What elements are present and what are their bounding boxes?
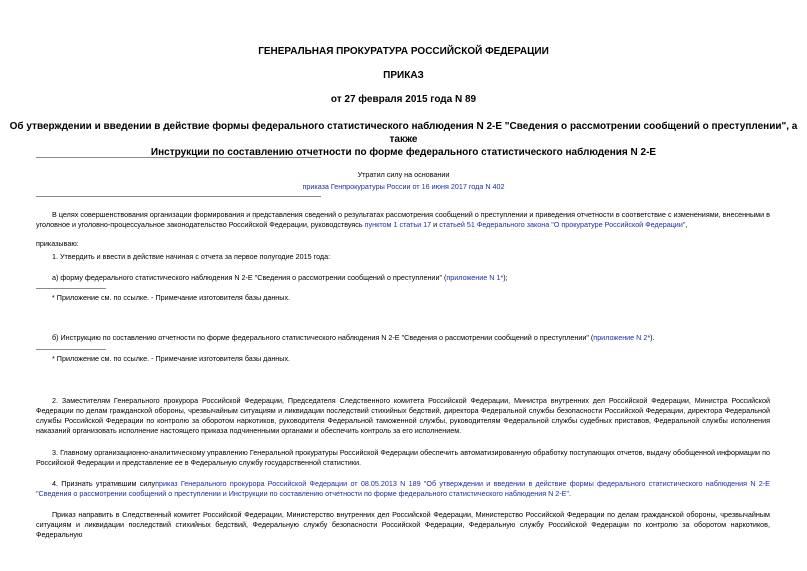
repeal-notice-text: Утратил силу на основании <box>357 170 450 179</box>
item-1b-end: ). <box>650 333 655 342</box>
appendix-2-link[interactable]: приложение N 2* <box>593 333 651 342</box>
item-4 <box>36 479 770 499</box>
prikazyvayu: приказываю: <box>36 239 79 248</box>
repeal-order-link[interactable]: приказа Генпрокуратуры России от 16 июня 2017 года N 402 <box>302 182 505 192</box>
appendix-1-link[interactable]: приложение N 1* <box>446 273 504 282</box>
footnote-1: * Приложение см. по ссылке. - Примечание изготовителя базы данных. <box>52 293 291 302</box>
footnote-2: * Приложение см. по ссылке. - Примечание изготовителя базы данных. <box>52 354 291 363</box>
repealed-order-link[interactable]: приказ Генерального прокурора Российской Федерации от 08.05.2013 N 189 "Об утверждении и введении в действие формы федерального статистического наблюдения N 2-Е "Сведения о рассмотрении сообщений о преступлении и Инструкции по составлению отчетности по форме федерального статистического наблюдения N 2-Е" <box>36 479 770 498</box>
item-1b-text: б) Инструкцию по составлению отчетности по форме федерального статистического наблюдения N 2-Е "Сведения о рассмотрении сообщений о преступлении" ( <box>52 333 594 342</box>
intro-paragraph <box>36 210 770 230</box>
intro-and: и <box>433 220 438 229</box>
item-4-text: 4. Признать утратившим силу <box>52 479 156 488</box>
divider-bottom <box>36 196 321 197</box>
article-17-link[interactable]: пунктом 1 статьи 17 <box>364 220 432 229</box>
divider-top <box>36 157 321 158</box>
doc-title <box>0 120 807 159</box>
doc-date: от 27 февраля 2015 года N 89 <box>330 94 477 105</box>
item-1: 1. Утвердить и ввести в действие начиная с отчета за первое полугодие 2015 года: <box>52 252 331 261</box>
item-1a-text: а) форму федерального статистического наблюдения N 2-Е "Сведения о рассмотрении сообщений о преступлении" ( <box>52 273 447 282</box>
repeal-notice <box>0 170 807 192</box>
item-1a-end: ); <box>503 273 508 282</box>
footnote-rule-1 <box>36 288 106 289</box>
intro-text: В целях совершенствования организации формирования и представления сведений о результатах рассмотрения сообщений о преступлении и приведения отчетности в соответствие с изменениями, внесенными в уголовное и уголовно-процессуальное законодательство Российской Федерации, руководствуясь <box>36 210 770 229</box>
item-4-end: . <box>569 489 572 498</box>
doc-type-heading: ПРИКАЗ <box>383 70 424 81</box>
item-1a <box>36 273 770 283</box>
agency-heading: ГЕНЕРАЛЬНАЯ ПРОКУРАТУРА РОССИЙСКОЙ ФЕДЕРАЦИИ <box>258 46 549 57</box>
item-2: 2. Заместителям Генерального прокурора Российской Федерации, Председателя Следственного комитета Российской Федерации, Министра внутренних дел Российской Федерации, Министра Российской Федерации по делам гражданской обороны, чрезвычайным ситуациям и ликвидации последствий стихийных бедствий, директора Федеральной службы безопасности Российской Федерации, директора Федеральной службы Российской Федерации по контролю за оборотом наркотиков, руководителя Федеральной таможенной службы, руководителям Федеральной службы судебных приставов, Федеральной службы исполнения наказаний организовать исполнение настоящего приказа подчиненными органами и обеспечить контроль за его исполнением. <box>36 396 770 435</box>
doc-title-line-2: Инструкции по составлению отчетности по форме федерального статистического наблюдения N 2-Е <box>150 147 657 158</box>
intro-end: , <box>685 220 688 229</box>
distribution-paragraph: Приказ направить в Следственный комитет Российской Федерации, Министерство внутренних дел Российской Федерации, Министерство Российской Федерации по делам гражданской обороны, чрезвычайным ситуациям и ликвидации последствий стихийных бедствий, Федеральную службу безопасности Российской Федерации, Федеральную службу Российской Федерации по контролю за оборотом наркотиков, Федеральную <box>36 510 770 539</box>
item-3: 3. Главному организационно-аналитическому управлению Генеральной прокуратуры Российской Федерации обеспечить автоматизированную обработку поступающих отчетов, выдачу обобщенной информации по Российской Федерации и представление ее в Федеральную службу государственной статистики. <box>36 448 770 467</box>
item-1b <box>36 333 770 343</box>
doc-title-line-1: Об утверждении и введении в действие формы федерального статистического наблюдения N 2-Е "Сведения о рассмотрении сообщений о преступлении", а также <box>9 121 798 145</box>
footnote-rule-2 <box>36 349 106 350</box>
article-51-link[interactable]: статьей 51 Федерального закона "О прокуратуре Российской Федерации" <box>439 220 686 229</box>
